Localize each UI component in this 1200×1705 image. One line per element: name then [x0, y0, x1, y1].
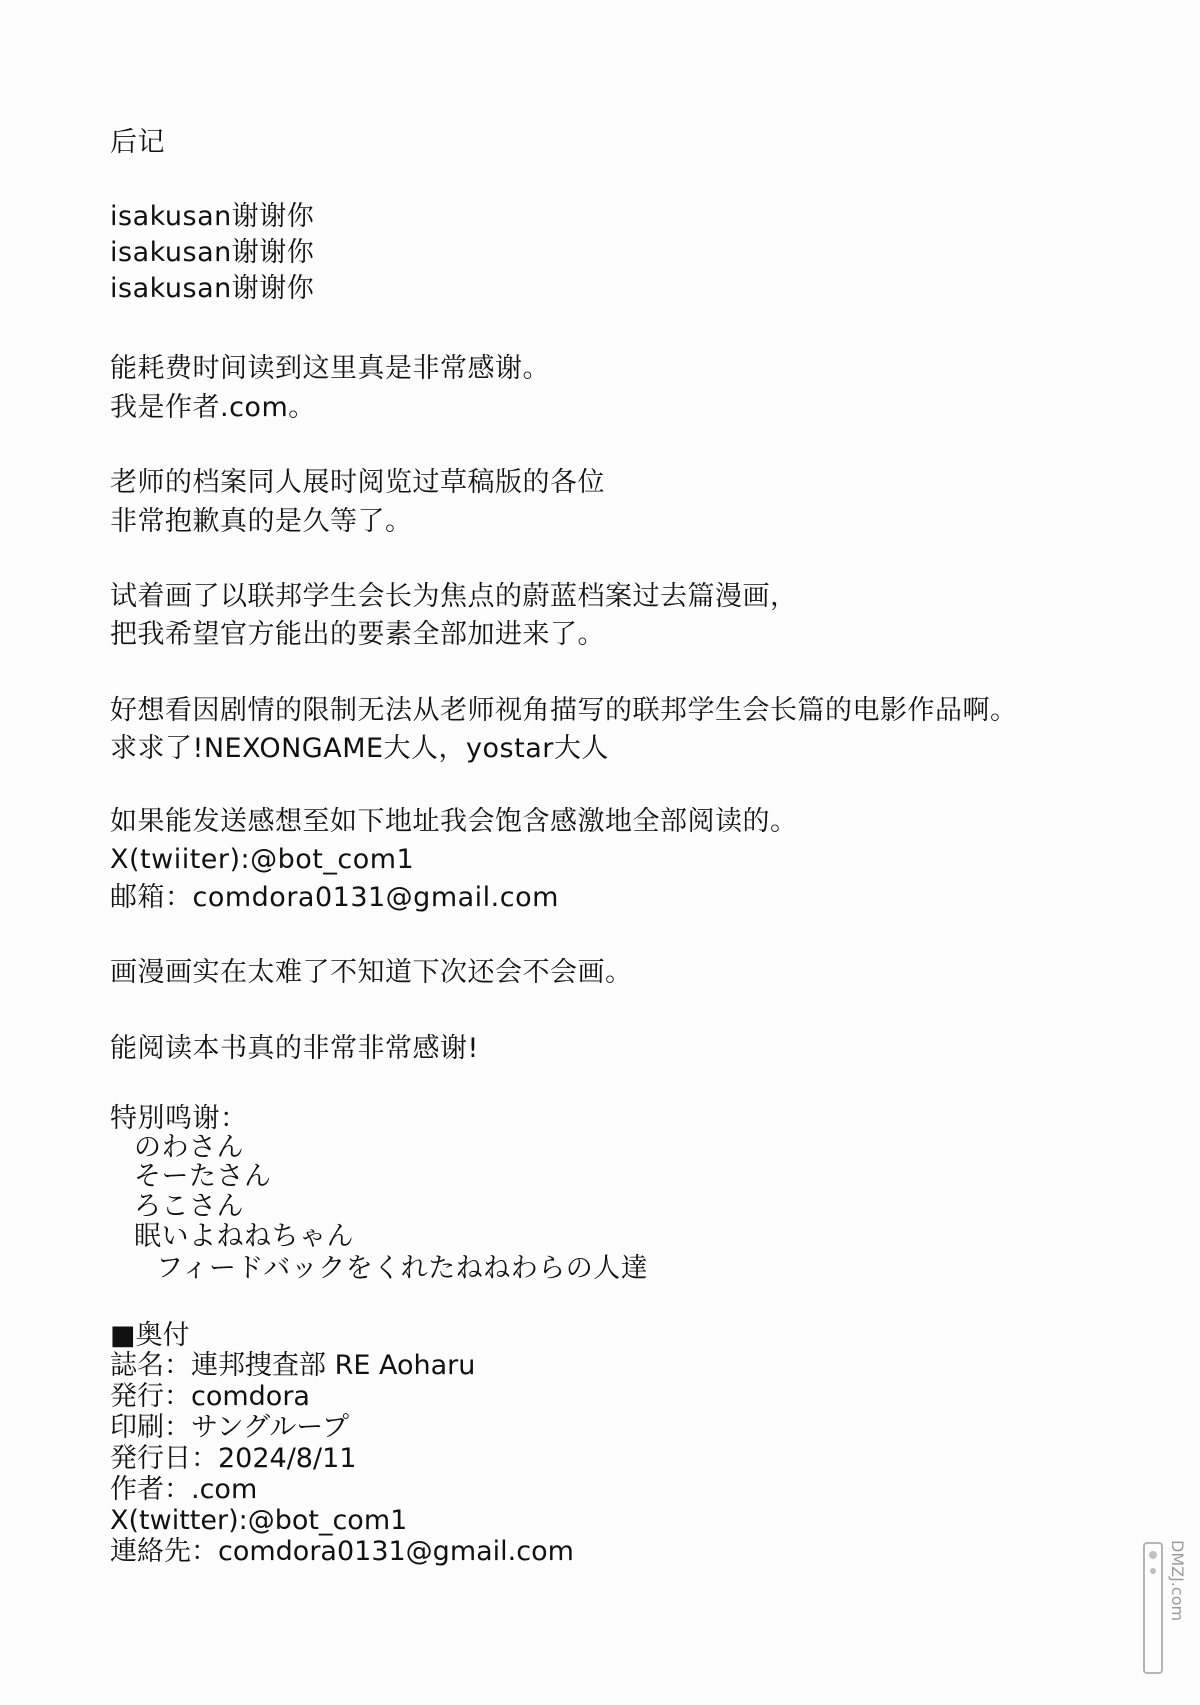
colophon-line: 誌名：連邦捜査部 RE Aoharu — [110, 1350, 476, 1381]
colophon-title: ■奥付 — [110, 1320, 190, 1351]
paragraph-7: 能阅读本书真的非常非常感谢! — [110, 1033, 479, 1064]
paragraph-5-line-1: 如果能发送感想至如下地址我会饱含感激地全部阅读的。 — [110, 806, 798, 837]
colophon-line: 印刷：サングループ — [110, 1412, 349, 1443]
colophon-line: 発行：comdora — [110, 1381, 310, 1412]
thanks-line-1: isakusan谢谢你 — [110, 201, 315, 232]
paragraph-6: 画漫画实在太难了不知道下次还会不会画。 — [110, 957, 633, 988]
special-thanks-title: 特別鸣谢： — [110, 1103, 248, 1134]
colophon-line: 作者：.com — [110, 1474, 258, 1505]
thanks-line-3: isakusan谢谢你 — [110, 273, 315, 304]
colophon-line: 連絡先：comdora0131@gmail.com — [110, 1536, 574, 1567]
colophon-line: X(twitter):@bot_com1 — [110, 1505, 408, 1536]
paragraph-1-line-2: 我是作者.com。 — [110, 392, 316, 423]
paragraph-4-line-1: 好想看因剧情的限制无法从老师视角描写的联邦学生会长篇的电影作品啊。 — [110, 695, 1018, 726]
thanks-line-2: isakusan谢谢你 — [110, 237, 315, 268]
special-thanks-item: 眠いよねねちゃん — [134, 1221, 354, 1252]
paragraph-2-line-2: 非常抱歉真的是久等了。 — [110, 506, 413, 537]
paragraph-2-line-1: 老师的档案同人展时阅览过草稿版的各位 — [110, 467, 605, 498]
colophon-line: 発行日：2024/8/11 — [110, 1443, 357, 1474]
paragraph-3-line-1: 试着画了以联邦学生会长为焦点的蔚蓝档案过去篇漫画， — [110, 581, 798, 612]
paragraph-4-line-2: 求求了!NEXONGAME大人，yostar大人 — [110, 733, 609, 764]
contact-email: 邮箱：comdora0131@gmail.com — [110, 882, 559, 913]
afterword-title: 后记 — [110, 127, 165, 158]
special-thanks-item: のわさん — [134, 1132, 244, 1163]
contact-twitter: X(twiiter):@bot_com1 — [110, 844, 415, 875]
paragraph-1-line-1: 能耗费时间读到这里真是非常感谢。 — [110, 353, 550, 384]
paragraph-3-line-2: 把我希望官方能出的要素全部加进来了。 — [110, 619, 605, 650]
special-thanks-item: フィードバックをくれたねねわらの人達 — [156, 1253, 649, 1284]
special-thanks-item: そーたさん — [134, 1161, 272, 1192]
watermark-text: DMZJ.com — [1168, 1540, 1187, 1622]
special-thanks-item: ろこさん — [134, 1191, 244, 1222]
